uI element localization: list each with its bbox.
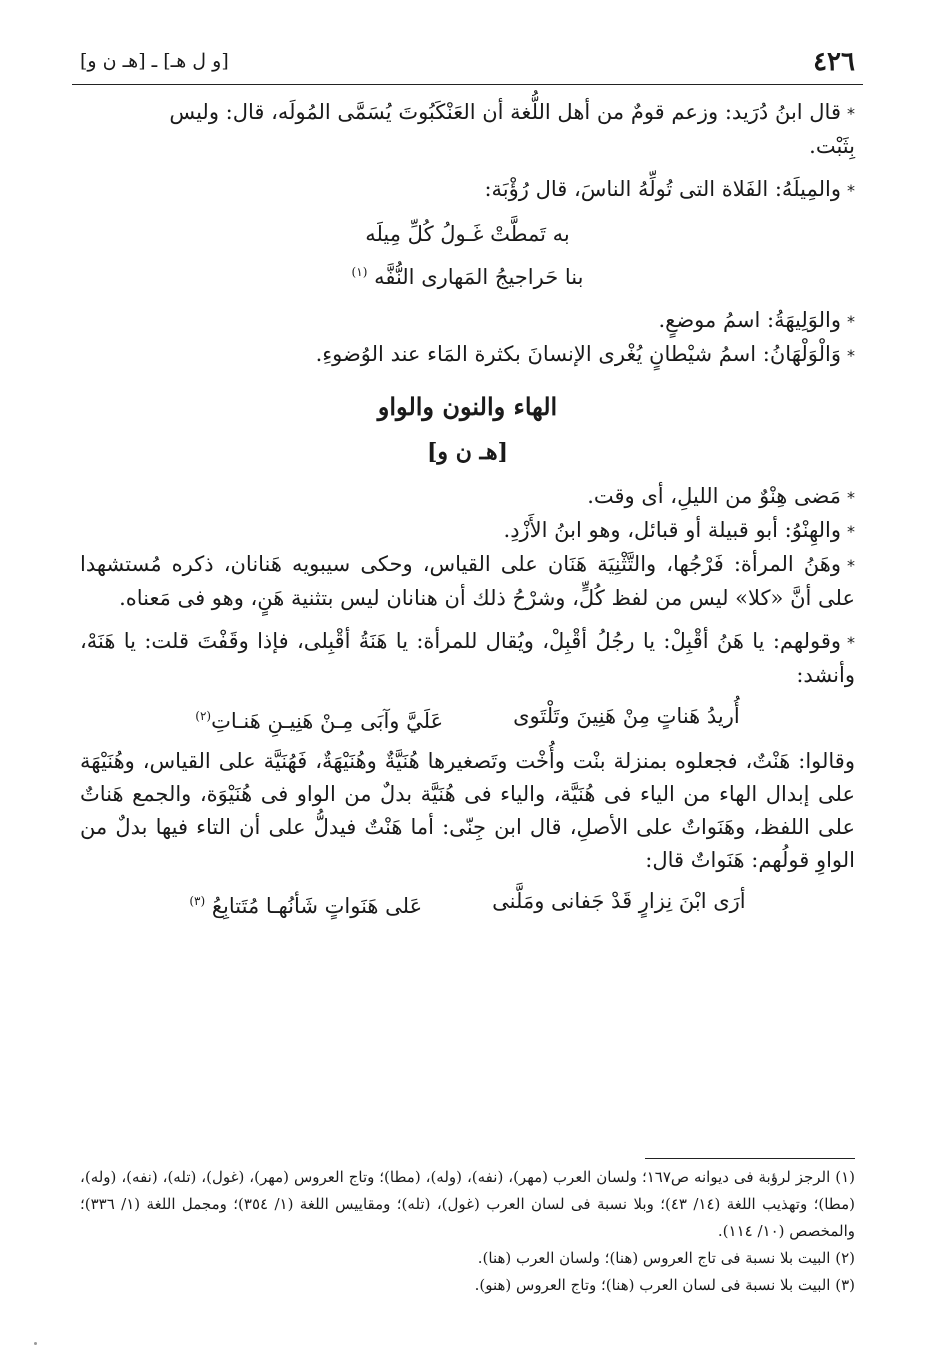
verse-rajaz (80, 215, 855, 296)
paragraph-mileh: *والمِيلَهُ: الفَلاة التى تُولِّهُ الناسَ، قال رُؤْبَة: (484, 177, 855, 201)
paragraph-waliha: *والوَلِيهَةُ: اسمُ موضعٍ. (658, 308, 855, 332)
footnote-3: (٣) البيت بلا نسبة فى لسان العرب (هنا)؛ وتاج العروس (هنو). (474, 1276, 855, 1294)
root-title: [هـ ن و] (427, 439, 508, 465)
paragraph-walhan: *وَالْوَلْهَانُ: اسمُ شيْطانٍ يُغْرى الإنسانَ بكثرة المَاء عند الوُضوءِ. (315, 342, 855, 366)
paragraph-ya-han: *وقولهم: يا هَنُ أقْبِلْ: يا رجُلُ أقْبِلْ، ويُقال للمرأة: يا هَنَةُ أقْبِلى، فإذا وقَفْتَ قلت: يا هَنَهْ، وأنشد: (80, 629, 855, 687)
verse-hemistich-left: عَلَيَّ وآبَى مِـنْ هَنِيـنِ هَنـاتِ$^{(٢)}$ (195, 709, 444, 733)
verse-line: به تَمطَّتْ غَـولُ كُلِّ مِيلَه (365, 222, 570, 246)
footnote-1: (١) الرجز لرؤبة فى ديوانه ص١٦٧؛ ولسان العرب (مهر)، (نفه)، (وله)، (مطا)؛ وتاج العروس (مهر)، (غول)، (تله)، (نفه)، (وله)، (مطا)؛ وتهذيب اللغة (١٤/ ٤٣)؛ وبلا نسبة فى لسان العرب (غول)، (تله)؛ ومقاييس اللغة (١/ ٣٥٤)؛ ومجمل اللغة (١/ ٣٣٦)؛ والمخصص (١٠/ ١١٤). (80, 1168, 855, 1240)
entry-star-icon: * (847, 633, 855, 652)
footnote-ref: (٣) (189, 894, 206, 908)
entry-star-icon: * (847, 522, 855, 541)
running-head: [و ل هـ] ـ [هـ ن و] (80, 50, 229, 72)
entry-star-icon: * (847, 556, 855, 575)
verse-couplet (80, 881, 855, 926)
footnotes (80, 1164, 855, 1299)
verse-line: بنا حَراجيجُ المَهارى النُّفَّه $^{(١)}$ (351, 265, 584, 289)
paragraph-hant: وقالوا: هَنْتٌ، فجعلوه بمنزلة بنْت وأُخْت وتَصغيرها هُنَيَّةٌ وهُنَيْهَةٌ، فَهُنَيَّة على القياس، وهُنَيْهَة على إبدال الهاء من الياء فى هُنَيَّة، والياء فى هُنَيَّة بدلٌ من الواو فى هُنَيْوَة، والجمع هَناتٌ على اللفظ، وهَنَواتٌ على الأصلِ، قال ابن جِنّى: أما هَنْتٌ فيدلُّ على أن التاء فيها بدلٌ من الواوِ قولُهم: هَنَواتٌ قال: (80, 749, 855, 872)
paragraph-hinw-tribe: *والهِنْوُ: أبو قبيلة أو قبائل، وهو ابنُ الأَزْدِ. (503, 518, 855, 542)
paragraph-hinw-night: *مَضى هِنْوٌ من الليلِ، أى وقت. (587, 484, 855, 508)
paragraph-ibn-durayd: *قال ابنُ دُرَيد: وزعم قومٌ من أهل اللُّغة أن العَنْكَبُوتَ يُسَمَّى المُولَه، قال: وليس بِثَبْت. (169, 100, 855, 158)
entry-star-icon: * (847, 181, 855, 200)
entry-star-icon: * (847, 488, 855, 507)
scan-speck (34, 1342, 37, 1345)
verse-hemistich-right: أرَى ابْنَ نِزارٍ قَدْ جَفانى ومَلَّنى (492, 889, 746, 913)
entry-star-icon: * (847, 346, 855, 365)
main-text (80, 96, 855, 930)
section-title: الهاء والنون والواو (377, 392, 558, 421)
footnote-ref: (٢) (195, 709, 212, 723)
entry-star-icon: * (847, 312, 855, 331)
page-number: ٤٢٦ (813, 47, 855, 77)
page-header (72, 42, 863, 85)
verse-hemistich-right: أُريدُ هَناتٍ مِنْ هَنِينَ وتَلْتَوى (513, 704, 740, 728)
entry-star-icon: * (847, 104, 855, 123)
footnote-ref: (١) (351, 265, 368, 279)
verse-hemistich-left: عَلى هَنَواتٍ شَأنُهـا مُتَتابِعُ $^{(٣)}$ (189, 894, 423, 918)
footnote-divider (645, 1158, 855, 1159)
paragraph-han: *وهَنُ المرأة: فَرْجُها، والتَّثْنِيَة هَنَان على القياس، وحكى سيبويه هَنانان، ذكره مُستشهدا على أنَّ «كلا» ليس من لفظ كُلٍّ، وشرْحُ ذلك أن هنانان ليس بتثنية هَنٍ، وهو فى مَعناه. (80, 552, 855, 610)
footnote-2: (٢) البيت بلا نسبة فى تاج العروس (هنا)؛ ولسان العرب (هنا). (477, 1249, 855, 1267)
verse-couplet (80, 696, 855, 741)
